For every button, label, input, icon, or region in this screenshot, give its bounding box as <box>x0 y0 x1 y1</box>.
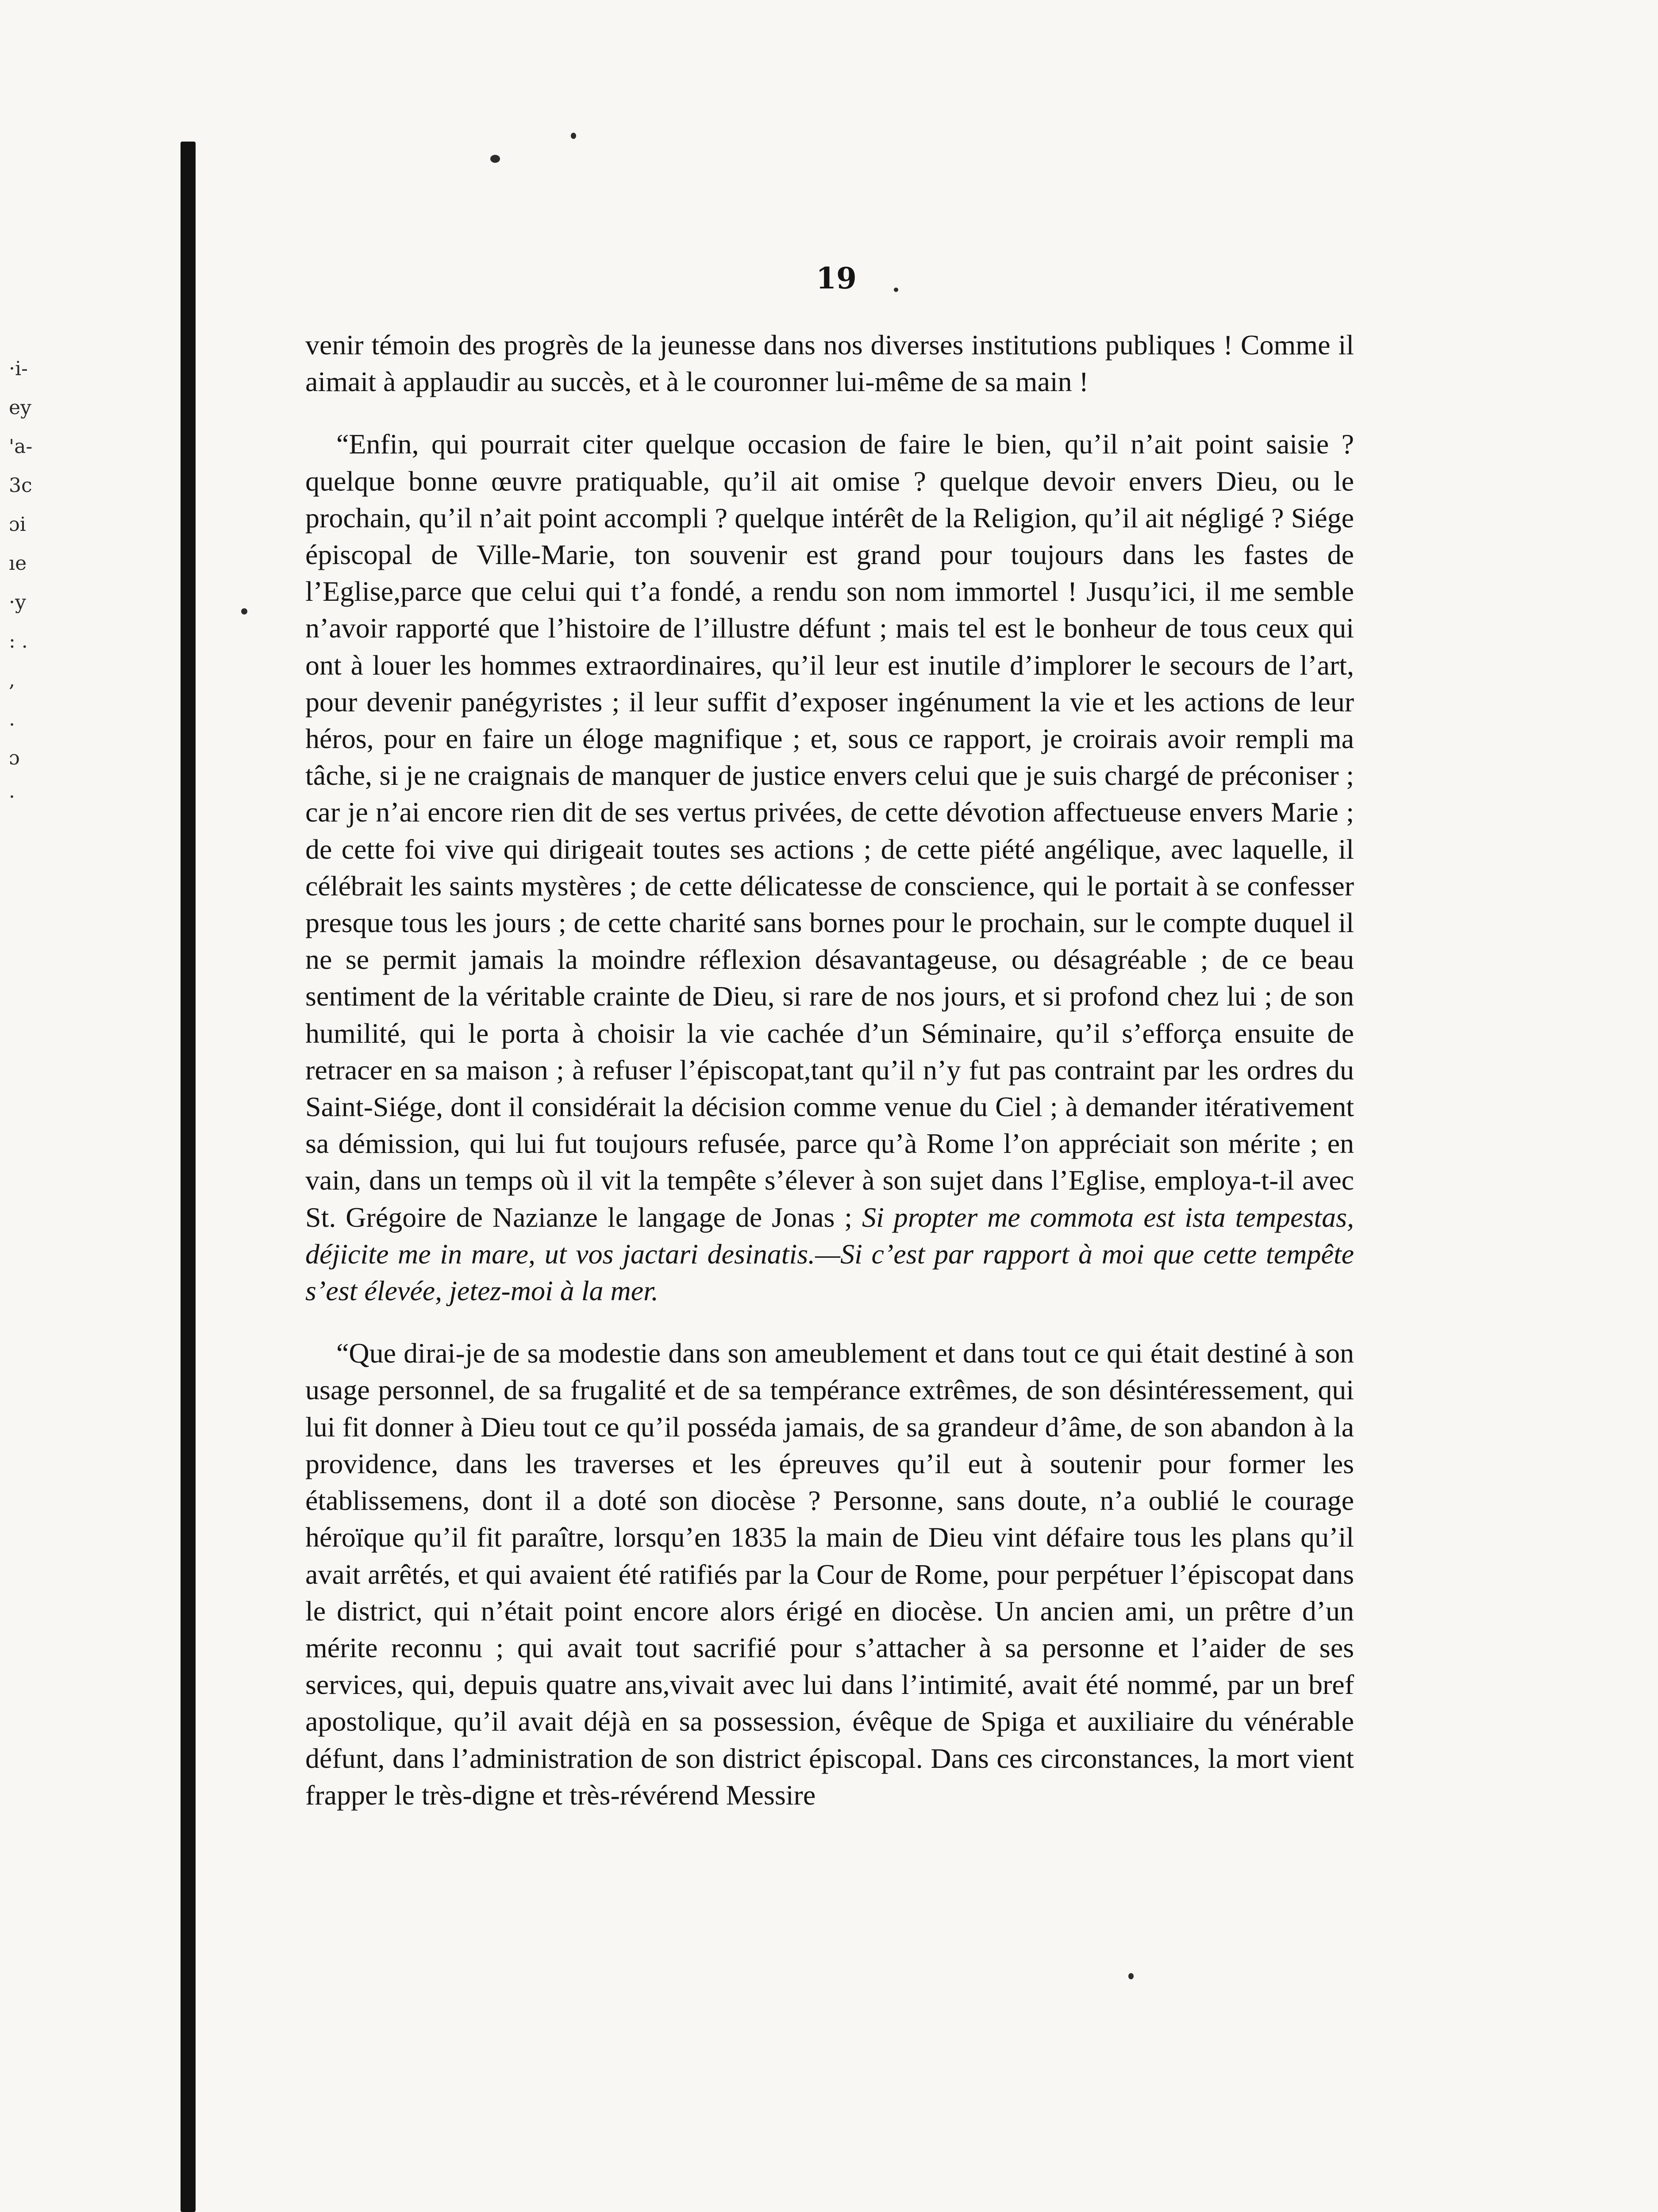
margin-fragment: ɔi <box>9 513 26 536</box>
margin-fragment: : . <box>9 630 28 653</box>
paragraph-text: “Que dirai-je de sa modestie dans son ameublement et dans tout ce qui était destiné à son usage personnel, de sa frugalité et de sa tempérance extrêmes, de son désintéressement, qui lui fit donner à Dieu tout ce qu’il posséda jamais, de sa grandeur d’âme, de son abandon à la providence, dans les traverses et les épreuves qu’il eut à soutenir pour former les établissemens, dont il a doté son diocèse ? Personne, sans doute, n’a oublié le courage héroïque qu’il fit paraître, lorsqu’en 1835 la main de Dieu vint défaire tous les plans qu’il avait arrêtés, et qui avaient été ratifiés par la Cour de Rome, pour perpétuer l’épiscopat dans le district, qui n’était point encore alors érigé en diocèse. Un ancien ami, un prêtre d’un mérite reconnu ; qui avait tout sacrifié pour s’attacher à sa personne et l’aider de ses services, qui, depuis quatre ans,vivait avec lui dans l’intimité, avait été nommé, par un bref apostolique, qu’il avait déjà en sa possession, évêque de Spiga et auxiliaire du vénérable défunt, dans l’administration de son district épiscopal. Dans ces circonstances, la mort vient frapper le très-digne et très-révérend Messire <box>305 1337 1354 1811</box>
margin-fragment: ·i- <box>9 357 28 380</box>
ink-speck <box>1128 1973 1134 1979</box>
binding-edge-rule <box>181 142 196 2212</box>
paragraph-text: venir témoin des progrès de la jeunesse dans nos diverses institutions publiques ! Comme il aimait à applaudir au succès, et à le couronner lui-même de sa main ! <box>305 329 1354 398</box>
margin-fragments <box>9 349 115 817</box>
ink-speck <box>571 133 576 139</box>
margin-fragment: ıe <box>9 552 27 575</box>
margin-fragment: , <box>9 669 15 691</box>
margin-fragment: ey <box>9 396 31 419</box>
paragraph <box>305 326 1354 400</box>
paragraph <box>305 426 1354 1309</box>
margin-fragment: 3c <box>9 474 32 497</box>
margin-fragment: ɔ <box>9 747 20 769</box>
margin-fragment: ·y <box>9 591 26 614</box>
ink-speck <box>490 155 500 163</box>
margin-fragment: 'a- <box>9 435 33 458</box>
body-text <box>305 326 1354 1813</box>
margin-fragment: · <box>9 786 15 808</box>
margin-fragment: . <box>9 708 15 730</box>
ink-speck <box>241 608 247 614</box>
paragraph-text: “Enfin, qui pourrait citer quelque occasion de faire le bien, qu’il n’ait point saisie ? quelque bonne œuvre pratiquable, qu’il ait omise ? quelque devoir envers Dieu, ou le prochain, qu’il n’ait point accompli ? quelque intérêt de la Religion, qu’il ait négligé ? Siége épiscopal de Ville-Marie, ton souvenir est grand pour toujours dans les fastes de l’Eglise,parce que celui qui t’a fondé, a rendu son nom immortel ! Jusqu’ici, il me semble n’avoir rapporté que l’histoire de l’illustre défunt ; mais tel est le bonheur de tous ceux qui ont à louer les hommes extraordinaires, qu’il leur est inutile d’implorer le secours de l’art, pour devenir panégyristes ; il leur suffit d’exposer ingénument la vie et les actions de leur héros, pour en faire un éloge magnifique ; et, sous ce rapport, je croirais avoir rempli ma tâche, si je ne craignais de manquer de justice envers celui que je suis chargé de préconiser ; car je n’ai encore rien dit de ses vertus privées, de cette dévotion affectueuse envers Marie ; de cette foi vive qui dirigeait toutes ses actions ; de cette piété angélique, avec laquelle, il célébrait les saints mystères ; de cette délicatesse de conscience, qui le portait à se confesser presque tous les jours ; de cette charité sans bornes pour le prochain, sur le compte duquel il ne se permit jamais la moindre réflexion désavantageuse, ou désagréable ; de ce beau sentiment de la véritable crainte de Dieu, si rare de nos jours, et si profond chez lui ; de son humilité, qui le porta à choisir la vie cachée d’un Séminaire, qu’il s’efforça ensuite de retracer en sa maison ; à refuser l’épiscopat,tant qu’il n’y fut pas contraint par les ordres du Saint-Siége, dont il considérait la décision comme venue du Ciel ; à demander itérativement sa démission, qui lui fut toujours refusée, parce qu’à Rome l’on appréciait son mérite ; en vain, dans un temps où il vit la tempête s’élever à son sujet dans l’Eglise, employa-t-il avec St. Grégoire de Nazianze le langage de Jonas ; <box>305 428 1354 1233</box>
latin-quotation: Si propter me commota est ista tempestas, déjicite me in mare, ut vos jactari desinatis.—Si c’est par rapport à moi que cette tempête s’est élevée, jetez-moi à la mer. <box>305 1201 1354 1307</box>
paragraph <box>305 1335 1354 1813</box>
page-number: 19 <box>816 261 857 296</box>
ink-speck <box>894 288 898 292</box>
